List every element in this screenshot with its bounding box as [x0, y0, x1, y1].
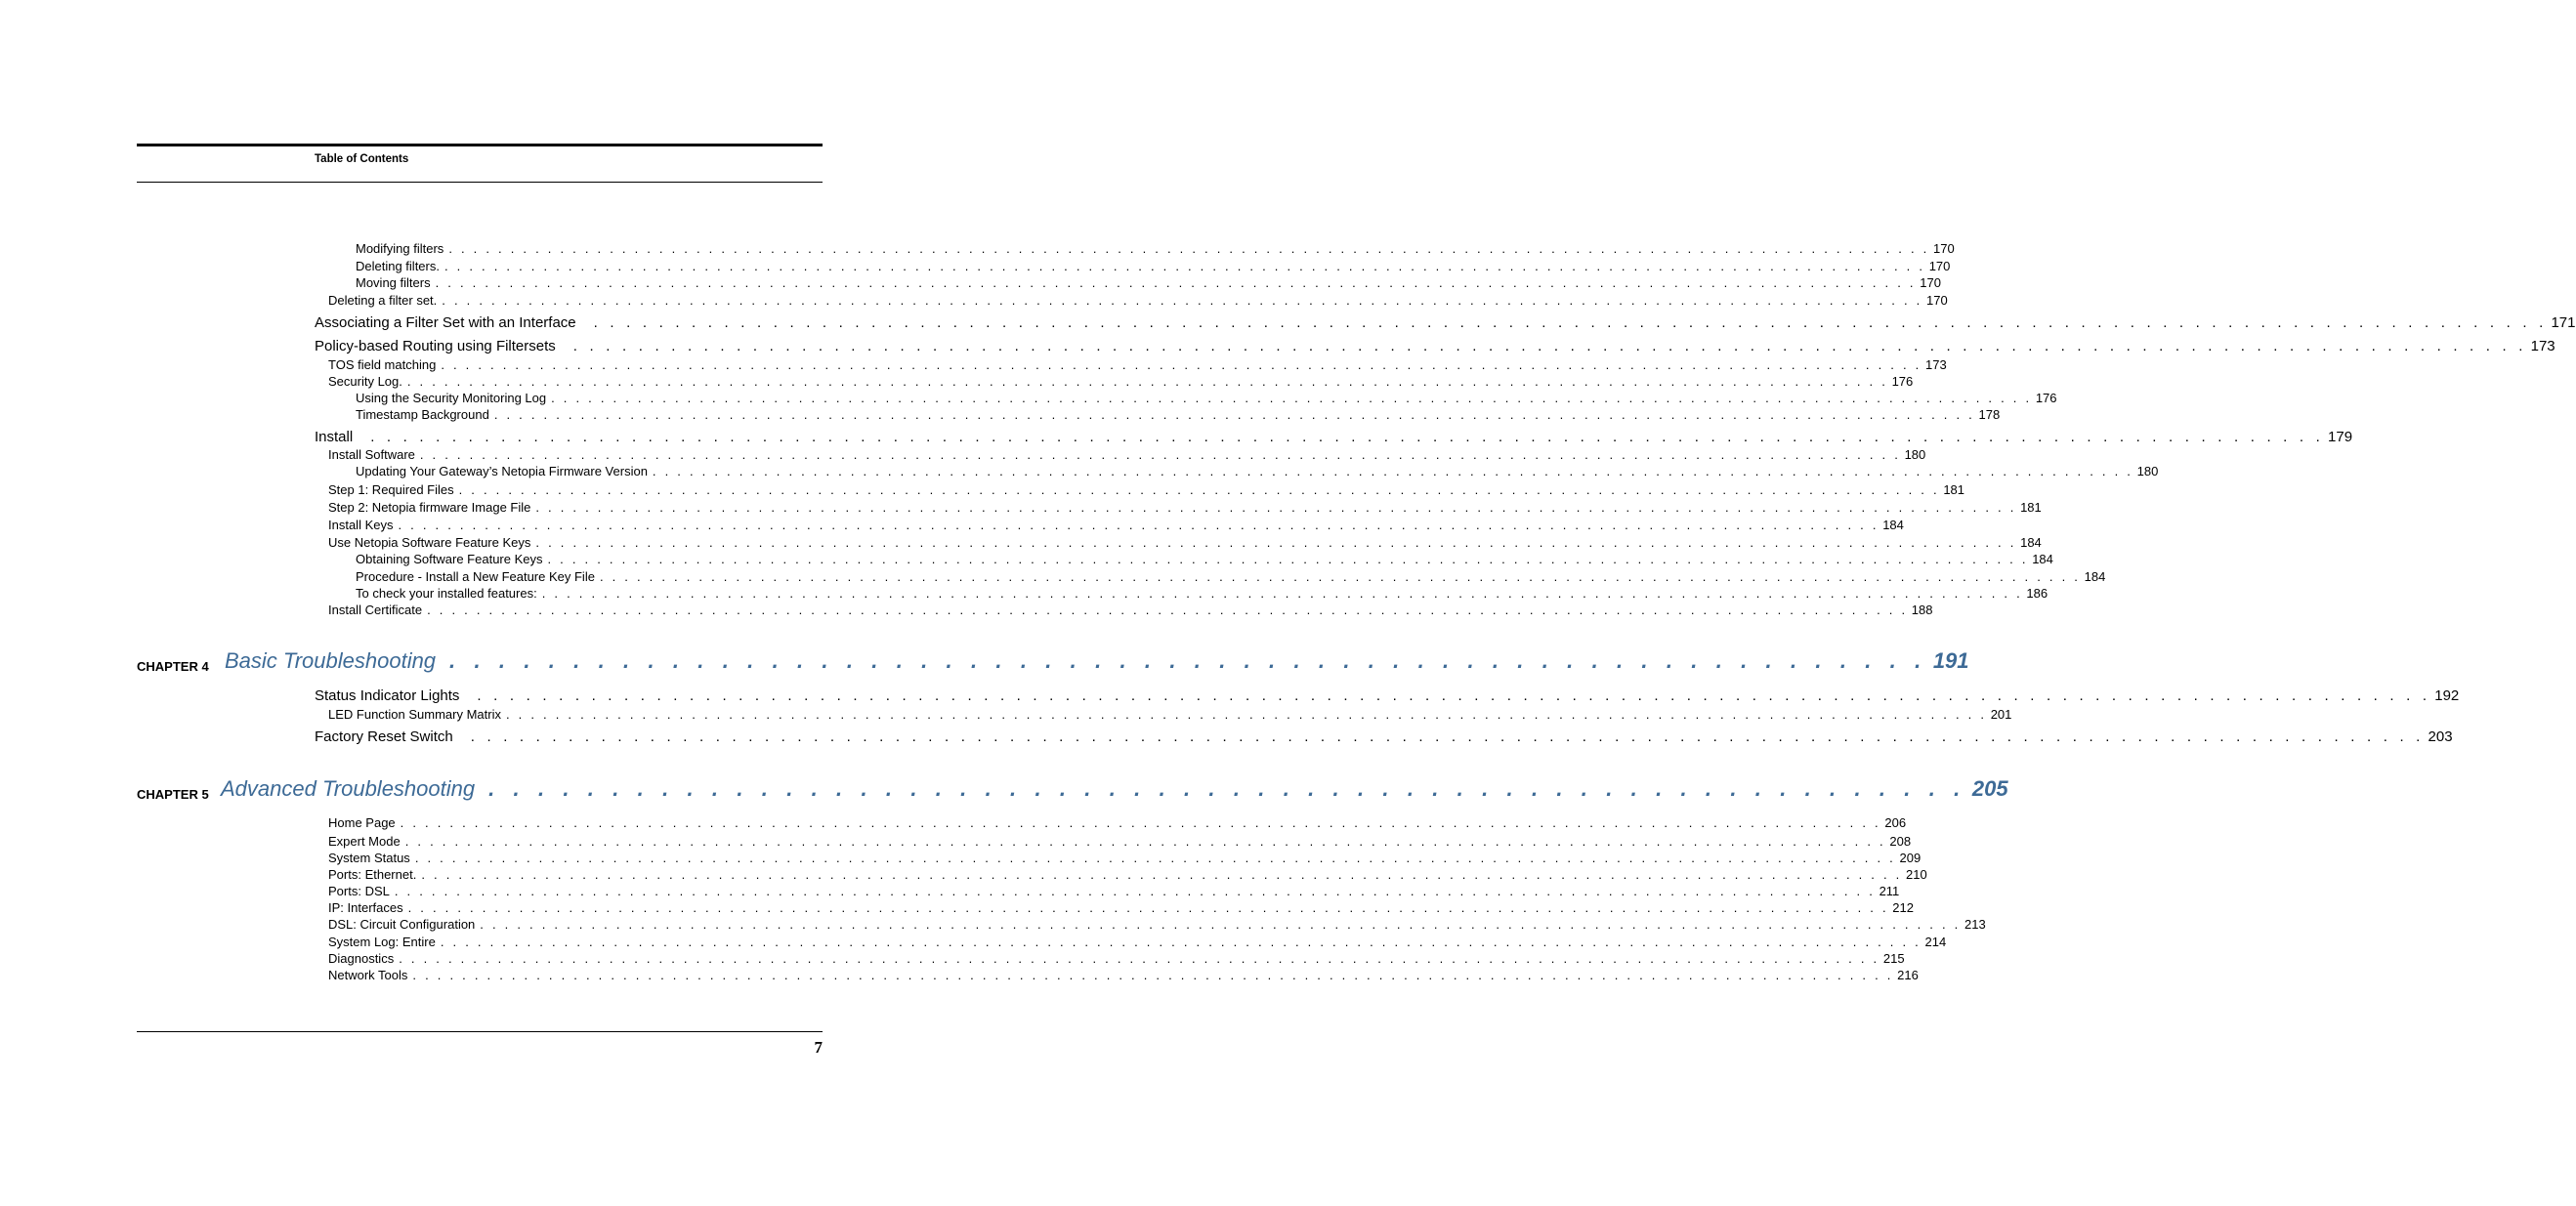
- dot-leader: . . . . . . . . . . . . . . . . . . . . . . . . . . . . . . . . . . . . . . . . . . . . . . . . . . . . . . . . . . . . . . . . . . . . . . . . . . . . . . . . . . . . . . . . . . . . . . . . . . . . . . . . . . . . . . . . . . . . . . . .: [535, 500, 2017, 515]
- entry-title: Modifying filters: [356, 241, 444, 256]
- entry-page-number: 216: [1897, 968, 1919, 982]
- dot-leader: . . . . . . . . . . . . . . . . . . . . . . . . . . . . . . . . . . . . . . . . . . . . . . . . . . . . . . . . . . . . . . . . . . . . . . . . . . . . . . . . . . . . . . . . . . . . . . . . . . . . . . . . . . . . . . . . . . . . . . . .: [412, 968, 1894, 982]
- entry-page-number: 184: [2020, 535, 2042, 550]
- toc-entry[interactable]: [315, 314, 2576, 332]
- dot-leader: . . . . . . . . . . . . . . . . . . . . . . . . . . . . . . . . . . . . . . . . . . . . . . . . . . . . . . . . . . . . . . . . . . . . . . . . . . . . . . . . . . . . . . . . . . . . . . . . . . . . . . . . . . . . . . . . . . . . . . . .: [480, 917, 1961, 932]
- toc-entry[interactable]: [356, 407, 2001, 425]
- entry-page-number: 180: [2136, 464, 2159, 478]
- chapter-5-title: Advanced Troubleshooting: [221, 776, 476, 801]
- entry-page-number: 212: [1892, 900, 1914, 915]
- dot-leader: . . . . . . . . . . . . . . . . . . . . . . . . . . . . . . . . . . . . . . . . . . . . . . . . . . . . . . . . . . . . . . . . . . . . . . . . . . . . . . . . . . . . . . . . . . . . . . . . . . . . . . . . . . . . . . . . . . . . . . . .: [593, 314, 2548, 331]
- dot-leader: . . . . . . . . . . . . . . . . . . . . . . . . . . . . . . . . . . . . . . . . . . . . . . . . . . . . . . . . . . . . . . . . . . . . . . . . . . . . . . . . . . . . . . . . . . . . . . . . . . . . . . . . . . . . . . . . . . . . . . . .: [535, 535, 2017, 550]
- entry-page-number: 214: [1924, 935, 1947, 949]
- toc-entry[interactable]: [328, 518, 1904, 535]
- dot-leader: . . . . . . . . . . . . . . . . . . . . . . . . . . . . . . . . . . . . . . . . . . . . . . . . . . . . . . . . . . . . . . . . . . . . . . . . . . . . . . . . . . . . . . . . . . . . . . . . . . . . . . . . . . . . . . . . . . . . . . . .: [419, 447, 1901, 462]
- toc-entry[interactable]: [356, 464, 2159, 481]
- entry-page-number: 179: [2328, 429, 2353, 445]
- entry-title: Diagnostics: [328, 951, 395, 966]
- entry-page-number: 178: [1978, 407, 2001, 422]
- toc-entry[interactable]: [356, 259, 1951, 276]
- chapter-5-entry[interactable]: [328, 851, 1921, 868]
- dot-leader: . . . . . . . . . . . . . . . . . . . . . . . . . . . . . . . . . . . . . . . . . . . . . . . . . . . . . . . . . . . . . . . . . . . . . . . . . . . . . . . . . . . . . . . . . . . . . . . . . . . . . . . . . . . . . . . . . . . . . . . .: [414, 851, 1896, 865]
- entry-title: Deleting filters.: [356, 259, 440, 273]
- entry-page-number: 180: [1904, 447, 1926, 462]
- toc-entry[interactable]: [356, 391, 2057, 408]
- chapter-5-leader: . . . . . . . . . . . . . . . . . . . . . . . . . . . . . . . . . . . . . . . . . . . . . . . . . . . . . . . . . . . .: [488, 776, 1966, 801]
- entry-page-number: 170: [1933, 241, 1955, 256]
- toc-entry[interactable]: [328, 447, 1926, 465]
- entry-page-number: 173: [1925, 357, 1947, 372]
- entry-page-number: 203: [2428, 728, 2453, 745]
- entry-page-number: 192: [2434, 687, 2460, 704]
- dot-leader: . . . . . . . . . . . . . . . . . . . . . . . . . . . . . . . . . . . . . . . . . . . . . . . . . . . . . . . . . . . . . . . . . . . . . . . . . . . . . . . . . . . . . . . . . . . . . . . . . . . . . . . . . . . . . . . . . . . . . . . .: [442, 293, 1922, 308]
- toc-entry[interactable]: [328, 535, 2042, 553]
- entry-title: IP: Interfaces: [328, 900, 403, 915]
- chapter-4-page: 191: [1932, 648, 1969, 673]
- entry-page-number: 209: [1899, 851, 1921, 865]
- entry-title: Policy-based Routing using Filtersets: [315, 338, 556, 354]
- header-rule-bottom: [137, 182, 823, 183]
- entry-title: Step 2: Netopia firmware Image File: [328, 500, 531, 515]
- toc-entry[interactable]: [356, 552, 2053, 569]
- dot-leader: . . . . . . . . . . . . . . . . . . . . . . . . . . . . . . . . . . . . . . . . . . . . . . . . . . . . . . . . . . . . . . . . . . . . . . . . . . . . . . . . . . . . . . . . . . . . . . . . . . . . . . . . . . . . . . . . . . . . . . . .: [541, 586, 2023, 601]
- entry-title: Use Netopia Software Feature Keys: [328, 535, 531, 550]
- dot-leader: . . . . . . . . . . . . . . . . . . . . . . . . . . . . . . . . . . . . . . . . . . . . . . . . . . . . . . . . . . . . . . . . . . . . . . . . . . . . . . . . . . . . . . . . . . . . . . . . . . . . . . . . . . . . . . . . . . . . . . . .: [448, 241, 1930, 256]
- chapter-5-entry[interactable]: [328, 951, 1905, 969]
- entry-title: Step 1: Required Files: [328, 482, 454, 497]
- dot-leader: . . . . . . . . . . . . . . . . . . . . . . . . . . . . . . . . . . . . . . . . . . . . . . . . . . . . . . . . . . . . . . . . . . . . . . . . . . . . . . . . . . . . . . . . . . . . . . . . . . . . . . . . . . . . . . . . . . . . . . . .: [406, 374, 1888, 389]
- entry-page-number: 184: [2084, 569, 2106, 584]
- chapter-5-entry[interactable]: [328, 884, 1900, 901]
- entry-page-number: 181: [1943, 482, 1965, 497]
- chapter-4-entry[interactable]: [315, 728, 2453, 746]
- toc-entry[interactable]: [315, 338, 2555, 355]
- toc-entry[interactable]: [356, 586, 2048, 603]
- entry-title: Procedure - Install a New Feature Key File: [356, 569, 595, 584]
- entry-page-number: 170: [1928, 259, 1951, 273]
- entry-title: Factory Reset Switch: [315, 728, 453, 745]
- chapter-5-entry[interactable]: [328, 917, 1986, 935]
- toc-entry[interactable]: [328, 374, 1914, 392]
- entry-title: Status Indicator Lights: [315, 687, 460, 704]
- entry-title: System Status: [328, 851, 410, 865]
- entry-page-number: 173: [2530, 338, 2555, 354]
- chapter-4-entry[interactable]: [315, 687, 2460, 705]
- entry-title: DSL: Circuit Configuration: [328, 917, 476, 932]
- entry-title: TOS field matching: [328, 357, 437, 372]
- dot-leader: . . . . . . . . . . . . . . . . . . . . . . . . . . . . . . . . . . . . . . . . . . . . . . . . . . . . . . . . . . . . . . . . . . . . . . . . . . . . . . . . . . . . . . . . . . . . . . . . . . . . . . . . . . . . . . . . . . . . . . . .: [394, 884, 1876, 898]
- entry-title: System Log: Entire: [328, 935, 436, 949]
- dot-leader: . . . . . . . . . . . . . . . . . . . . . . . . . . . . . . . . . . . . . . . . . . . . . . . . . . . . . . . . . . . . . . . . . . . . . . . . . . . . . . . . . . . . . . . . . . . . . . . . . . . . . . . . . . . . . . . . . . . . . . . .: [440, 935, 1921, 949]
- dot-leader: . . . . . . . . . . . . . . . . . . . . . . . . . . . . . . . . . . . . . . . . . . . . . . . . . . . . . . . . . . . . . . . . . . . . . . . . . . . . . . . . . . . . . . . . . . . . . . . . . . . . . . . . . . . . . . . . . . . . . . . .: [404, 834, 1886, 849]
- entry-title: Updating Your Gateway’s Netopia Firmware Version: [356, 464, 648, 478]
- entry-title: Deleting a filter set.: [328, 293, 438, 308]
- toc-entry[interactable]: [315, 429, 2353, 446]
- header-rule-top: [137, 144, 823, 146]
- entry-page-number: 176: [1891, 374, 1914, 389]
- chapter-5-entry[interactable]: [328, 900, 1914, 918]
- dot-leader: . . . . . . . . . . . . . . . . . . . . . . . . . . . . . . . . . . . . . . . . . . . . . . . . . . . . . . . . . . . . . . . . . . . . . . . . . . . . . . . . . . . . . . . . . . . . . . . . . . . . . . . . . . . . . . . . . . . . . . . .: [441, 357, 1922, 372]
- toc-entry[interactable]: [328, 482, 1965, 500]
- dot-leader: . . . . . . . . . . . . . . . . . . . . . . . . . . . . . . . . . . . . . . . . . . . . . . . . . . . . . . . . . . . . . . . . . . . . . . . . . . . . . . . . . . . . . . . . . . . . . . . . . . . . . . . . . . . . . . . . . . . . . . . .: [407, 900, 1889, 915]
- chapter-5-entry[interactable]: [328, 815, 1907, 833]
- dot-leader: . . . . . . . . . . . . . . . . . . . . . . . . . . . . . . . . . . . . . . . . . . . . . . . . . . . . . . . . . . . . . . . . . . . . . . . . . . . . . . . . . . . . . . . . . . . . . . . . . . . . . . . . . . . . . . . . . . . . . . . .: [435, 275, 1917, 290]
- entry-title: Using the Security Monitoring Log: [356, 391, 547, 405]
- entry-page-number: 208: [1889, 834, 1912, 849]
- chapter-5-page: 205: [1971, 776, 2008, 801]
- entry-page-number: 206: [1884, 815, 1907, 830]
- chapter-5-label: CHAPTER 5: [137, 787, 209, 802]
- entry-page-number: 170: [1925, 293, 1948, 308]
- entry-title: To check your installed features:: [356, 586, 537, 601]
- dot-leader: . . . . . . . . . . . . . . . . . . . . . . . . . . . . . . . . . . . . . . . . . . . . . . . . . . . . . . . . . . . . . . . . . . . . . . . . . . . . . . . . . . . . . . . . . . . . . . . . . . . . . . . . . . . . . . . . . . . . . . . .: [421, 867, 1903, 882]
- entry-title: Home Page: [328, 815, 396, 830]
- dot-leader: . . . . . . . . . . . . . . . . . . . . . . . . . . . . . . . . . . . . . . . . . . . . . . . . . . . . . . . . . . . . . . . . . . . . . . . . . . . . . . . . . . . . . . . . . . . . . . . . . . . . . . . . . . . . . . . . . . . . . . . .: [599, 569, 2081, 584]
- entry-title: Install Software: [328, 447, 415, 462]
- chapter-5-entry[interactable]: [328, 968, 1919, 985]
- entry-title: Ports: DSL: [328, 884, 390, 898]
- entry-title: LED Function Summary Matrix: [328, 707, 501, 722]
- dot-leader: . . . . . . . . . . . . . . . . . . . . . . . . . . . . . . . . . . . . . . . . . . . . . . . . . . . . . . . . . . . . . . . . . . . . . . . . . . . . . . . . . . . . . . . . . . . . . . . . . . . . . . . . . . . . . . . . . . . . . . . .: [399, 951, 1879, 966]
- entry-page-number: 210: [1906, 867, 1927, 882]
- entry-title: Associating a Filter Set with an Interface: [315, 314, 576, 331]
- chapter-5-entry[interactable]: [328, 867, 1927, 885]
- toc-entry[interactable]: [356, 275, 1941, 293]
- entry-title: Obtaining Software Feature Keys: [356, 552, 543, 566]
- entry-page-number: 184: [1882, 518, 1904, 532]
- chapter-4-entry[interactable]: [328, 707, 2012, 725]
- chapter-4-title: Basic Troubleshooting: [225, 648, 437, 673]
- entry-title: Security Log.: [328, 374, 402, 389]
- dot-leader: . . . . . . . . . . . . . . . . . . . . . . . . . . . . . . . . . . . . . . . . . . . . . . . . . . . . . . . . . . . . . . . . . . . . . . . . . . . . . . . . . . . . . . . . . . . . . . . . . . . . . . . . . . . . . . . . . . . . . . . .: [398, 518, 1879, 532]
- toc-entry[interactable]: [328, 500, 2042, 518]
- dot-leader: . . . . . . . . . . . . . . . . . . . . . . . . . . . . . . . . . . . . . . . . . . . . . . . . . . . . . . . . . . . . . . . . . . . . . . . . . . . . . . . . . . . . . . . . . . . . . . . . . . . . . . . . . . . . . . . . . . . . . . . .: [370, 429, 2325, 445]
- toc-entry[interactable]: [328, 357, 1947, 375]
- chapter-5-title-row[interactable]: [221, 776, 2008, 804]
- entry-page-number: 170: [1920, 275, 1941, 290]
- entry-title: Install: [315, 429, 354, 445]
- dot-leader: . . . . . . . . . . . . . . . . . . . . . . . . . . . . . . . . . . . . . . . . . . . . . . . . . . . . . . . . . . . . . . . . . . . . . . . . . . . . . . . . . . . . . . . . . . . . . . . . . . . . . . . . . . . . . . . . . . . . . . . .: [572, 338, 2527, 354]
- page-number: 7: [814, 1038, 823, 1057]
- dot-leader: . . . . . . . . . . . . . . . . . . . . . . . . . . . . . . . . . . . . . . . . . . . . . . . . . . . . . . . . . . . . . . . . . . . . . . . . . . . . . . . . . . . . . . . . . . . . . . . . . . . . . . . . . . . . . . . . . . . . . . . .: [493, 407, 1975, 422]
- toc-entry[interactable]: [328, 293, 1948, 311]
- chapter-4-label: CHAPTER 4: [137, 659, 209, 674]
- entry-title: Expert Mode: [328, 834, 401, 849]
- entry-page-number: 211: [1879, 884, 1900, 898]
- entry-page-number: 213: [1964, 917, 1986, 932]
- entry-title: Network Tools: [328, 968, 408, 982]
- dot-leader: . . . . . . . . . . . . . . . . . . . . . . . . . . . . . . . . . . . . . . . . . . . . . . . . . . . . . . . . . . . . . . . . . . . . . . . . . . . . . . . . . . . . . . . . . . . . . . . . . . . . . . . . . . . . . . . . . . . . . . . .: [477, 687, 2431, 704]
- chapter-4-title-row[interactable]: [225, 648, 1969, 676]
- entry-title: Timestamp Background: [356, 407, 489, 422]
- dot-leader: . . . . . . . . . . . . . . . . . . . . . . . . . . . . . . . . . . . . . . . . . . . . . . . . . . . . . . . . . . . . . . . . . . . . . . . . . . . . . . . . . . . . . . . . . . . . . . . . . . . . . . . . . . . . . . . . . . . . . . . .: [506, 707, 1987, 722]
- entry-page-number: 215: [1882, 951, 1905, 966]
- chapter-4-leader: . . . . . . . . . . . . . . . . . . . . . . . . . . . . . . . . . . . . . . . . . . . . . . . . . . . . . . . . . . . .: [449, 648, 1927, 673]
- chapter-5-entry[interactable]: [328, 834, 1912, 852]
- dot-leader: . . . . . . . . . . . . . . . . . . . . . . . . . . . . . . . . . . . . . . . . . . . . . . . . . . . . . . . . . . . . . . . . . . . . . . . . . . . . . . . . . . . . . . . . . . . . . . . . . . . . . . . . . . . . . . . . . . . . . . . .: [551, 391, 2032, 405]
- toc-entry[interactable]: [328, 603, 1933, 620]
- dot-leader: . . . . . . . . . . . . . . . . . . . . . . . . . . . . . . . . . . . . . . . . . . . . . . . . . . . . . . . . . . . . . . . . . . . . . . . . . . . . . . . . . . . . . . . . . . . . . . . . . . . . . . . . . . . . . . . . . . . . . . . .: [443, 259, 1925, 273]
- entry-page-number: 188: [1911, 603, 1933, 617]
- entry-page-number: 181: [2020, 500, 2042, 515]
- entry-page-number: 176: [2035, 391, 2057, 405]
- entry-title: Ports: Ethernet.: [328, 867, 417, 882]
- entry-page-number: 186: [2026, 586, 2048, 601]
- entry-page-number: 184: [2032, 552, 2053, 566]
- toc-entry[interactable]: [356, 569, 2106, 587]
- dot-leader: . . . . . . . . . . . . . . . . . . . . . . . . . . . . . . . . . . . . . . . . . . . . . . . . . . . . . . . . . . . . . . . . . . . . . . . . . . . . . . . . . . . . . . . . . . . . . . . . . . . . . . . . . . . . . . . . . . . . . . . .: [427, 603, 1908, 617]
- running-header: Table of Contents: [315, 153, 409, 165]
- dot-leader: . . . . . . . . . . . . . . . . . . . . . . . . . . . . . . . . . . . . . . . . . . . . . . . . . . . . . . . . . . . . . . . . . . . . . . . . . . . . . . . . . . . . . . . . . . . . . . . . . . . . . . . . . . . . . . . . . . . . . . . .: [547, 552, 2029, 566]
- entry-page-number: 201: [1990, 707, 2012, 722]
- dot-leader: . . . . . . . . . . . . . . . . . . . . . . . . . . . . . . . . . . . . . . . . . . . . . . . . . . . . . . . . . . . . . . . . . . . . . . . . . . . . . . . . . . . . . . . . . . . . . . . . . . . . . . . . . . . . . . . . . . . . . . . .: [400, 815, 1881, 830]
- entry-page-number: 171: [2551, 314, 2576, 331]
- footer-rule: [137, 1031, 823, 1032]
- chapter-5-entry[interactable]: [328, 935, 1947, 952]
- entry-title: Moving filters: [356, 275, 431, 290]
- entry-title: Install Keys: [328, 518, 394, 532]
- toc-entry[interactable]: [356, 241, 1955, 259]
- dot-leader: . . . . . . . . . . . . . . . . . . . . . . . . . . . . . . . . . . . . . . . . . . . . . . . . . . . . . . . . . . . . . . . . . . . . . . . . . . . . . . . . . . . . . . . . . . . . . . . . . . . . . . . . . . . . . . . . . . . . . . . .: [470, 728, 2425, 745]
- entry-title: Install Certificate: [328, 603, 423, 617]
- dot-leader: . . . . . . . . . . . . . . . . . . . . . . . . . . . . . . . . . . . . . . . . . . . . . . . . . . . . . . . . . . . . . . . . . . . . . . . . . . . . . . . . . . . . . . . . . . . . . . . . . . . . . . . . . . . . . . . . . . . . . . . .: [652, 464, 2133, 478]
- dot-leader: . . . . . . . . . . . . . . . . . . . . . . . . . . . . . . . . . . . . . . . . . . . . . . . . . . . . . . . . . . . . . . . . . . . . . . . . . . . . . . . . . . . . . . . . . . . . . . . . . . . . . . . . . . . . . . . . . . . . . . . .: [458, 482, 1940, 497]
